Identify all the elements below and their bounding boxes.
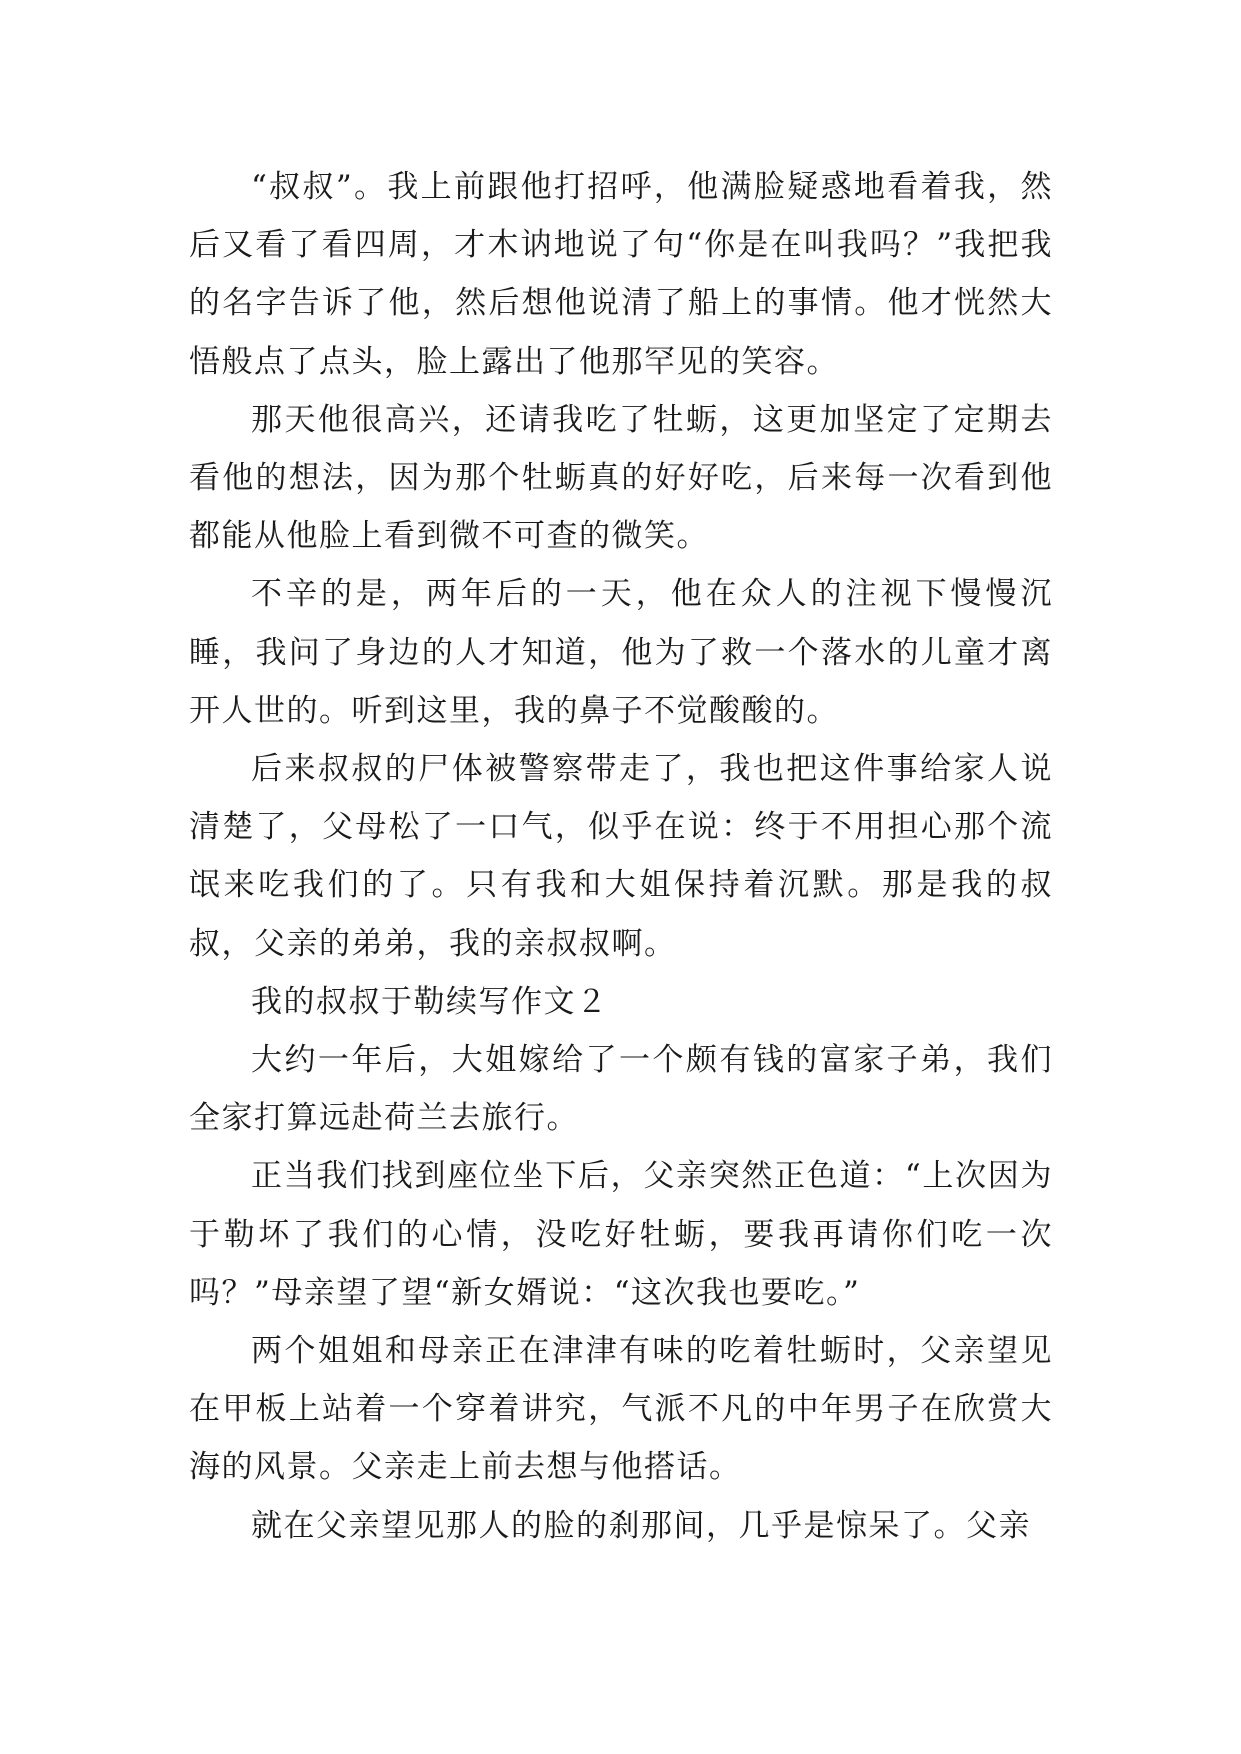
paragraph: 不辛的是，两年后的一天，他在众人的注视下慢慢沉睡，我问了身边的人才知道，他为了救一个落水的儿童才离开人世的。听到这里，我的鼻子不觉酸酸的。 bbox=[189, 576, 1053, 729]
paragraph: 就在父亲望见那人的脸的刹那间，几乎是惊呆了。父亲 bbox=[251, 1507, 1031, 1544]
document-body bbox=[189, 158, 1053, 1555]
paragraph: 后来叔叔的尸体被警察带走了，我也把这件事给家人说清楚了，父母松了一口气，似乎在说：终于不用担心那个流氓来吃我们的了。只有我和大姐保持着沉默。那是我的叔叔，父亲的弟弟，我的亲叔叔啊。 bbox=[189, 751, 1053, 962]
paragraph: 正当我们找到座位坐下后，父亲突然正色道：“上次因为于勒坏了我们的心情，没吃好牡蛎，要我再请你们吃一次吗？”母亲望了望“新女婿说：“这次我也要吃。” bbox=[189, 1158, 1053, 1311]
section-title: 我的叔叔于勒续写作文２ bbox=[251, 983, 609, 1020]
paragraph: “叔叔”。我上前跟他打招呼，他满脸疑惑地看着我，然后又看了看四周，才木讷地说了句“你是在叫我吗？”我把我的名字告诉了他，然后想他说清了船上的事情。他才恍然大悟般点了点头，脸上露出了他那罕见的笑容。 bbox=[189, 169, 1053, 380]
paragraph: 那天他很高兴，还请我吃了牡蛎，这更加坚定了定期去看他的想法，因为那个牡蛎真的好好吃，后来每一次看到他都能从他脸上看到微不可查的微笑。 bbox=[189, 401, 1053, 555]
paragraph: 两个姐姐和母亲正在津津有味的吃着牡蛎时，父亲望见在甲板上站着一个穿着讲究，气派不凡的中年男子在欣赏大海的风景。父亲走上前去想与他搭话。 bbox=[189, 1333, 1053, 1486]
paragraph: 大约一年后，大姐嫁给了一个颇有钱的富家子弟，我们全家打算远赴荷兰去旅行。 bbox=[189, 1042, 1053, 1137]
